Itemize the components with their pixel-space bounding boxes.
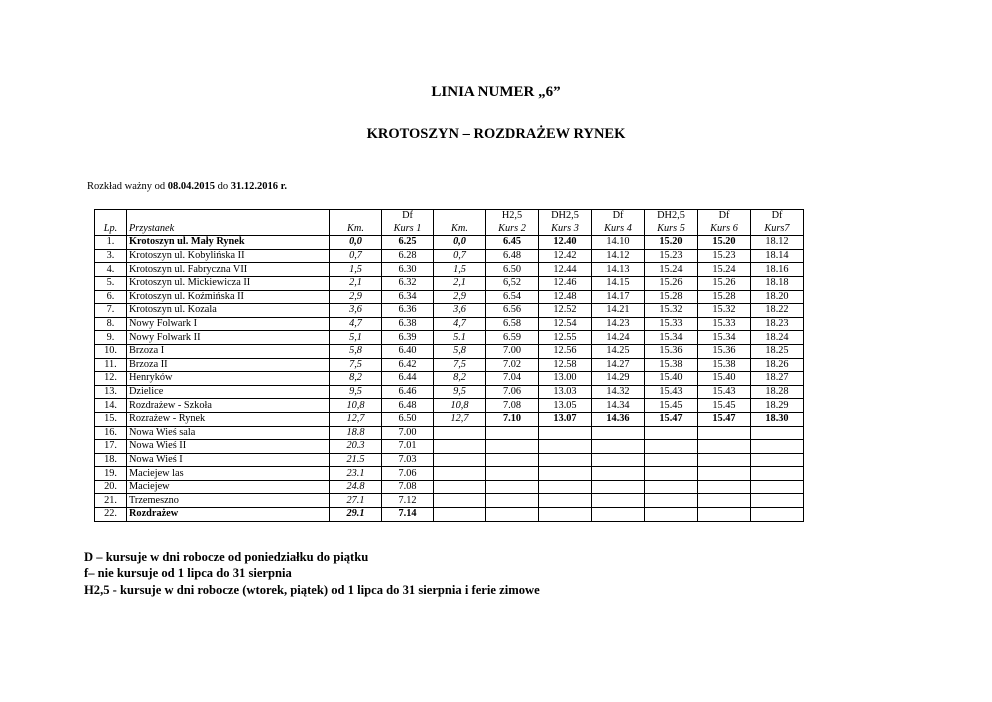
table-row-cell: 15.45 [698, 399, 751, 413]
table-row-cell: 1. [95, 236, 127, 250]
table-row-cell [592, 508, 645, 522]
table-row-cell: 6.32 [382, 276, 434, 290]
table-row-cell: 15.26 [698, 276, 751, 290]
header-row-labels-cell: Kurs 3 [539, 223, 592, 236]
table-row-cell: 15.40 [698, 372, 751, 386]
table-row-cell: 15.36 [698, 344, 751, 358]
legend-notes [84, 549, 540, 598]
table-row-cell: 6.38 [382, 317, 434, 331]
table-row-cell: 15.28 [698, 290, 751, 304]
table-row-cell: Krotoszyn ul. Fabryczna VII [127, 263, 330, 277]
table-row-cell: 27.1 [330, 494, 382, 508]
table-row-cell: 6.40 [382, 344, 434, 358]
table-row-cell: Krotoszyn ul. Koźmińska II [127, 290, 330, 304]
table-row-cell: Nowy Folwark II [127, 331, 330, 345]
table-row-cell: 4. [95, 263, 127, 277]
table-row [95, 358, 804, 372]
table-row [95, 385, 804, 399]
table-row-cell [698, 440, 751, 454]
table-row-cell: 6.54 [486, 290, 539, 304]
table-row-cell [539, 453, 592, 467]
table-row-cell: 10,8 [434, 399, 486, 413]
table-row-cell: 6.50 [486, 263, 539, 277]
table-row-cell [486, 480, 539, 494]
table-row-cell: 7,5 [434, 358, 486, 372]
table-row-cell: 18.12 [751, 236, 804, 250]
table-row-cell: 14.32 [592, 385, 645, 399]
table-row-cell: 8,2 [330, 372, 382, 386]
table-row-cell: 17. [95, 440, 127, 454]
table-row-cell: Maciejew [127, 480, 330, 494]
table-row-cell: 10,8 [330, 399, 382, 413]
table-row-cell: 18.8 [330, 426, 382, 440]
table-row-cell: 15.32 [698, 304, 751, 318]
table-row-cell [698, 508, 751, 522]
table-row-cell: 5,1 [330, 331, 382, 345]
table-row-cell: 14.25 [592, 344, 645, 358]
table-row-cell [434, 508, 486, 522]
table-row-cell: 18.30 [751, 412, 804, 426]
table-row-cell [751, 426, 804, 440]
table-row-cell: 7.01 [382, 440, 434, 454]
table-row-cell: 6.25 [382, 236, 434, 250]
table-row-cell: 18.26 [751, 358, 804, 372]
note-line: D – kursuje w dni robocze od poniedziałku do piątku [84, 550, 369, 564]
table-row-cell: 2,1 [330, 276, 382, 290]
table-row-cell: 5.1 [434, 331, 486, 345]
table-row-cell [645, 426, 698, 440]
table-row-cell: 19. [95, 467, 127, 481]
table-row-cell: 14.15 [592, 276, 645, 290]
table-row-cell: 14.17 [592, 290, 645, 304]
table-row-cell: 6.45 [486, 236, 539, 250]
table-row-cell: 18.27 [751, 372, 804, 386]
table-row-cell: 15.34 [698, 331, 751, 345]
table-row-cell: 5,8 [330, 344, 382, 358]
table-row-cell: 13.00 [539, 372, 592, 386]
table-row-cell: 12. [95, 372, 127, 386]
table-row-cell [645, 453, 698, 467]
table-row-cell: 20. [95, 480, 127, 494]
timetable [94, 209, 804, 522]
table-row-cell: 15.32 [645, 304, 698, 318]
table-row-cell [751, 480, 804, 494]
header-row-labels-cell: Km. [330, 223, 382, 236]
table-row-cell: 8,2 [434, 372, 486, 386]
header-row-labels-cell: Km. [434, 223, 486, 236]
header-row-service-code-cell [330, 210, 382, 223]
table-row-cell: 18.25 [751, 344, 804, 358]
table-row-cell [751, 508, 804, 522]
table-row [95, 372, 804, 386]
table-row-cell: 6.28 [382, 249, 434, 263]
table-row-cell [698, 494, 751, 508]
table-row-cell: 12.54 [539, 317, 592, 331]
table-row-cell: 6.46 [382, 385, 434, 399]
table-row-cell: Krotoszyn ul. Mickiewicza II [127, 276, 330, 290]
table-row-cell: 15.43 [645, 385, 698, 399]
table-row-cell [592, 480, 645, 494]
table-row-cell: Krotoszyn ul. Kobylińska II [127, 249, 330, 263]
header-row-service-code [95, 210, 804, 223]
table-row-cell: 12.55 [539, 331, 592, 345]
table-row-cell: 7.08 [382, 480, 434, 494]
table-row-cell: 7.12 [382, 494, 434, 508]
validity-prefix: Rozkład ważny od [87, 181, 168, 192]
table-row-cell [645, 508, 698, 522]
header-row-service-code-cell [127, 210, 330, 223]
table-row-cell: 14.23 [592, 317, 645, 331]
table-row-cell: 7.14 [382, 508, 434, 522]
table-row-cell: Nowy Folwark I [127, 317, 330, 331]
note-line: f– nie kursuje od 1 lipca do 31 sierpnia [84, 566, 292, 581]
table-row-cell: 0,0 [434, 236, 486, 250]
table-row-cell [486, 453, 539, 467]
table-row-cell: 12.52 [539, 304, 592, 318]
table-row-cell: 7.02 [486, 358, 539, 372]
header-row-service-code-cell: Df [592, 210, 645, 223]
header-row-labels-cell: Kurs 1 [382, 223, 434, 236]
table-row-cell: 9. [95, 331, 127, 345]
table-row-cell: 6.48 [486, 249, 539, 263]
table-row-cell: 13.03 [539, 385, 592, 399]
table-row-cell [539, 467, 592, 481]
table-row-cell: 14.21 [592, 304, 645, 318]
table-row-cell: 5. [95, 276, 127, 290]
table-row-cell: 4,7 [330, 317, 382, 331]
table-row-cell: 15.38 [698, 358, 751, 372]
table-row-cell [592, 440, 645, 454]
table-row [95, 480, 804, 494]
table-row-cell: 22. [95, 508, 127, 522]
table-row-cell: 7.10 [486, 412, 539, 426]
table-row-cell: 7.00 [486, 344, 539, 358]
table-row-cell [698, 426, 751, 440]
table-row-cell: 12.40 [539, 236, 592, 250]
route-subtitle: KROTOSZYN – ROZDRAŻEW RYNEK [366, 126, 626, 142]
table-row-cell: 0,7 [330, 249, 382, 263]
table-row [95, 317, 804, 331]
table-row-cell: Brzoza I [127, 344, 330, 358]
table-row-cell [592, 453, 645, 467]
table-row-cell: 15.47 [698, 412, 751, 426]
table-row-cell: 7.06 [382, 467, 434, 481]
note-line: H2,5 - kursuje w dni robocze (wtorek, piątek) od 1 lipca do 31 sierpnia i ferie zimowe [84, 582, 540, 597]
table-row-cell [539, 508, 592, 522]
table-row-cell: 14.13 [592, 263, 645, 277]
table-row-cell: 5,8 [434, 344, 486, 358]
table-row-cell: 29.1 [330, 508, 382, 522]
table-row-cell: 2,9 [434, 290, 486, 304]
table-row-cell: 18.20 [751, 290, 804, 304]
table-row-cell [434, 440, 486, 454]
table-row [95, 440, 804, 454]
table-row-cell: Dzielice [127, 385, 330, 399]
table-row-cell: 12.44 [539, 263, 592, 277]
table-row-cell: 6.34 [382, 290, 434, 304]
validity-from-date: 08.04.2015 [167, 181, 216, 192]
header-row-labels-cell: Kurs7 [751, 223, 804, 236]
table-row-cell: 7.03 [382, 453, 434, 467]
table-row-cell: 9,5 [330, 385, 382, 399]
header-row-service-code-cell [434, 210, 486, 223]
table-row-cell: 15.33 [645, 317, 698, 331]
header-row-service-code-cell: Df [751, 210, 804, 223]
header-row-service-code-cell: DH2,5 [539, 210, 592, 223]
table-row-cell: 13.07 [539, 412, 592, 426]
table-row-cell: 23.1 [330, 467, 382, 481]
table-row [95, 331, 804, 345]
header-row-service-code-cell: Df [698, 210, 751, 223]
header-row-service-code-cell: DH2,5 [645, 210, 698, 223]
validity-line [87, 181, 287, 192]
table-row-cell [539, 440, 592, 454]
table-row-cell: 2,1 [434, 276, 486, 290]
table-row-cell: 13. [95, 385, 127, 399]
table-row-cell [592, 426, 645, 440]
table-row-cell [434, 467, 486, 481]
table-row-cell: 15.43 [698, 385, 751, 399]
table-row-cell: 6.39 [382, 331, 434, 345]
table-row [95, 508, 804, 522]
table-row-cell: 7.06 [486, 385, 539, 399]
validity-to-date: 31.12.2016 r. [230, 181, 287, 192]
table-row-cell [645, 494, 698, 508]
table-row [95, 467, 804, 481]
table-row-cell [539, 480, 592, 494]
table-row-cell: 14.10 [592, 236, 645, 250]
table-row-cell [486, 440, 539, 454]
table-row-cell: 15.24 [645, 263, 698, 277]
table-row-cell: 18.23 [751, 317, 804, 331]
header-row-service-code-cell [95, 210, 127, 223]
table-row-cell: Nowa Wieś I [127, 453, 330, 467]
table-row-cell: 16. [95, 426, 127, 440]
table-row-cell: 14.34 [592, 399, 645, 413]
table-row-cell: 18.28 [751, 385, 804, 399]
table-row-cell: 18.29 [751, 399, 804, 413]
table-row-cell: 15.28 [645, 290, 698, 304]
table-row [95, 453, 804, 467]
table-row-cell: 12,7 [330, 412, 382, 426]
table-row-cell: 15. [95, 412, 127, 426]
table-row-cell: 15.47 [645, 412, 698, 426]
table-row-cell: 14.12 [592, 249, 645, 263]
table-row-cell: 6.42 [382, 358, 434, 372]
header-row-labels-cell: Kurs 2 [486, 223, 539, 236]
table-row-cell [645, 467, 698, 481]
table-row-cell: 7. [95, 304, 127, 318]
header-row-labels-cell: Lp. [95, 223, 127, 236]
table-row-cell: 24.8 [330, 480, 382, 494]
table-row [95, 426, 804, 440]
table-row-cell: Rozdrażew - Szkoła [127, 399, 330, 413]
table-row-cell: 14.24 [592, 331, 645, 345]
table-row-cell [539, 426, 592, 440]
table-row-cell: 3,6 [330, 304, 382, 318]
table-row-cell: 7.00 [382, 426, 434, 440]
table-row-cell: 1,5 [330, 263, 382, 277]
table-row-cell [698, 467, 751, 481]
header-row-labels-cell: Przystanek [127, 223, 330, 236]
validity-mid: do [215, 181, 231, 192]
table-row-cell: 1,5 [434, 263, 486, 277]
table-row-cell [486, 426, 539, 440]
table-row-cell: 18.16 [751, 263, 804, 277]
table-row-cell: 14.29 [592, 372, 645, 386]
table-row-cell: 13.05 [539, 399, 592, 413]
table-row-cell: 4,7 [434, 317, 486, 331]
header-row-labels-cell: Kurs 6 [698, 223, 751, 236]
table-row-cell: 12,7 [434, 412, 486, 426]
table-row [95, 399, 804, 413]
header-row-labels [95, 223, 804, 236]
table-row [95, 344, 804, 358]
table-row-cell: Henryków [127, 372, 330, 386]
table-row-cell [434, 426, 486, 440]
table-row-cell: 2,9 [330, 290, 382, 304]
table-row-cell [434, 480, 486, 494]
table-row-cell [592, 467, 645, 481]
header-row-service-code-cell: Df [382, 210, 434, 223]
table-row-cell [698, 453, 751, 467]
table-row-cell: Maciejew las [127, 467, 330, 481]
table-row-cell: 18.22 [751, 304, 804, 318]
table-row-cell: 20.3 [330, 440, 382, 454]
table-row-cell: 7.04 [486, 372, 539, 386]
table-row-cell: 6. [95, 290, 127, 304]
table-row-cell: 9,5 [434, 385, 486, 399]
table-row-cell: 14.36 [592, 412, 645, 426]
table-row-cell [751, 494, 804, 508]
table-row-cell: 18.14 [751, 249, 804, 263]
timetable-body [95, 210, 804, 522]
table-row [95, 263, 804, 277]
table-row-cell [486, 467, 539, 481]
table-row-cell: 6.58 [486, 317, 539, 331]
table-row-cell [434, 453, 486, 467]
table-row-cell: 14. [95, 399, 127, 413]
table-row-cell [751, 440, 804, 454]
table-row-cell [751, 467, 804, 481]
table-row-cell [592, 494, 645, 508]
table-row-cell: 15.36 [645, 344, 698, 358]
header-row-service-code-cell: H2,5 [486, 210, 539, 223]
table-row-cell: Nowa Wieś sala [127, 426, 330, 440]
table-row [95, 290, 804, 304]
table-row-cell: Krotoszyn ul. Kozala [127, 304, 330, 318]
table-row-cell: 6,52 [486, 276, 539, 290]
table-row-cell: 0,7 [434, 249, 486, 263]
table-row-cell: 3. [95, 249, 127, 263]
table-row-cell: 12.56 [539, 344, 592, 358]
header-row-labels-cell: Kurs 4 [592, 223, 645, 236]
table-row-cell [486, 494, 539, 508]
table-row-cell [645, 440, 698, 454]
table-row-cell: 12.42 [539, 249, 592, 263]
table-row-cell: Brzoza II [127, 358, 330, 372]
page-title: LINIA NUMER „6” [431, 84, 561, 100]
table-row-cell: 15.23 [698, 249, 751, 263]
table-row-cell: 12.58 [539, 358, 592, 372]
table-row-cell: Nowa Wieś II [127, 440, 330, 454]
table-row [95, 276, 804, 290]
table-row-cell: 7,5 [330, 358, 382, 372]
table-row-cell: 6.56 [486, 304, 539, 318]
table-row-cell: 15.26 [645, 276, 698, 290]
table-row-cell: 6.50 [382, 412, 434, 426]
table-row-cell: 10. [95, 344, 127, 358]
table-row-cell: 21. [95, 494, 127, 508]
table-row [95, 304, 804, 318]
table-row-cell [751, 453, 804, 467]
table-row-cell: 15.40 [645, 372, 698, 386]
table-row [95, 412, 804, 426]
table-row-cell: 6.44 [382, 372, 434, 386]
table-row-cell [539, 494, 592, 508]
table-row-cell: 6.30 [382, 263, 434, 277]
table-row-cell: 18. [95, 453, 127, 467]
table-row-cell: 14.27 [592, 358, 645, 372]
table-row-cell: 6.59 [486, 331, 539, 345]
table-row-cell: 15.20 [698, 236, 751, 250]
table-row-cell: 12.48 [539, 290, 592, 304]
table-row-cell: 0,0 [330, 236, 382, 250]
table-row-cell: 12.46 [539, 276, 592, 290]
table-row-cell: 15.24 [698, 263, 751, 277]
table-row-cell: Rozdrażew [127, 508, 330, 522]
table-row-cell: 15.38 [645, 358, 698, 372]
table-row-cell: 15.23 [645, 249, 698, 263]
table-row-cell [434, 494, 486, 508]
table-row-cell: 21.5 [330, 453, 382, 467]
table-row-cell: 15.34 [645, 331, 698, 345]
table-row-cell: 3,6 [434, 304, 486, 318]
table-row-cell: Rozrażew - Rynek [127, 412, 330, 426]
table-row-cell: 6.48 [382, 399, 434, 413]
table-row-cell: 18.18 [751, 276, 804, 290]
table-row-cell: 11. [95, 358, 127, 372]
table-row-cell: 15.20 [645, 236, 698, 250]
table-row-cell [698, 480, 751, 494]
table-row [95, 249, 804, 263]
table-row-cell: 15.33 [698, 317, 751, 331]
table-row-cell: 8. [95, 317, 127, 331]
table-row-cell: 18.24 [751, 331, 804, 345]
table-row [95, 236, 804, 250]
table-row-cell: Trzemeszno [127, 494, 330, 508]
table-row [95, 494, 804, 508]
table-row-cell: 15.45 [645, 399, 698, 413]
table-row-cell: 6.36 [382, 304, 434, 318]
header-row-labels-cell: Kurs 5 [645, 223, 698, 236]
table-row-cell [486, 508, 539, 522]
table-row-cell: Krotoszyn ul. Mały Rynek [127, 236, 330, 250]
table-row-cell [645, 480, 698, 494]
table-row-cell: 7.08 [486, 399, 539, 413]
